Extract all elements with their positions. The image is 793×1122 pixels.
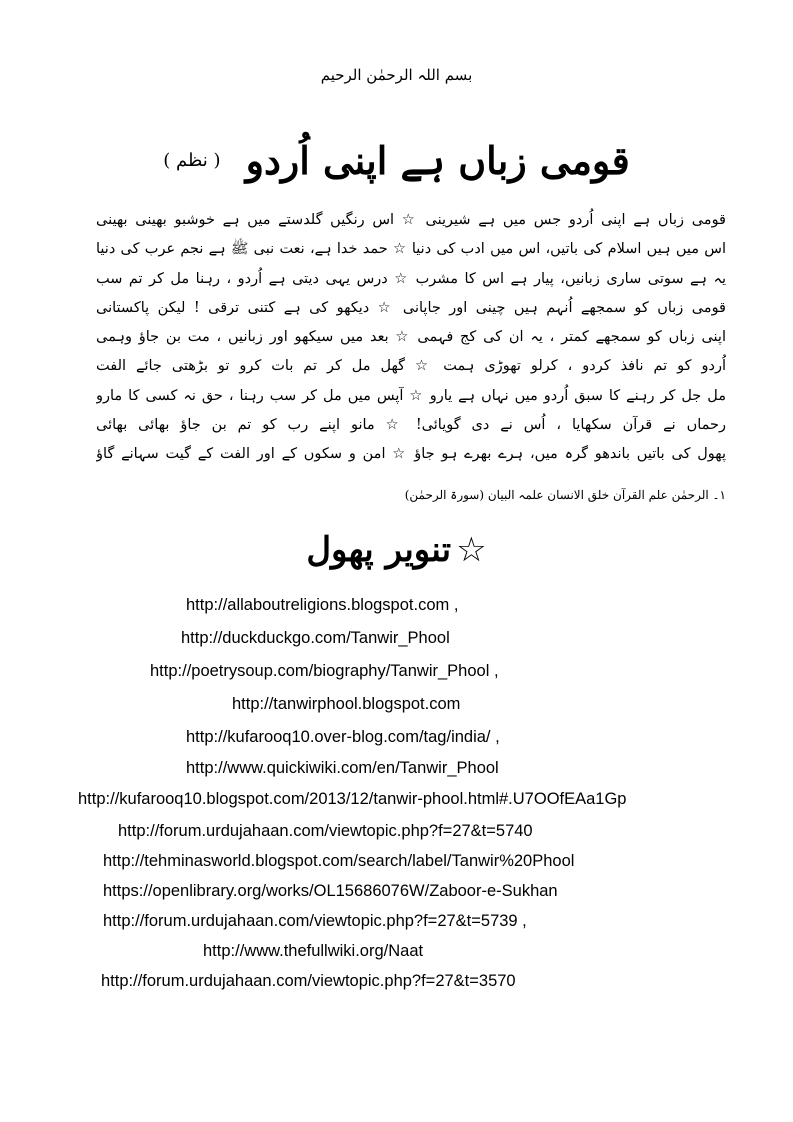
link-quickiwiki[interactable]: http://www.quickiwiki.com/en/Tanwir_Phool — [186, 759, 499, 777]
poem-line: قومی زباں ہے اپنی اُردو جس میں ہے شیرینی ☆ اس رنگیں گلدستے میں ہے خوشبو بھینی بھینی — [96, 212, 726, 228]
link-kufarooq-blogspot[interactable]: http://kufarooq10.blogspot.com/2013/12/tanwir-phool.html#.U7OOfEAa1Gp — [78, 790, 627, 808]
link-urdujahaan-3570[interactable]: http://forum.urdujahaan.com/viewtopic.php?f=27&t=3570 — [101, 972, 516, 990]
title-row — [0, 138, 793, 183]
quran-reference-footnote: ۱۔ الرحمٰن علم القرآن خلق الانسان علمہ البیان (سورۃ الرحمٰن) — [404, 488, 726, 502]
bismillah-heading: بسم اللہ الرحمٰن الرحیم — [320, 66, 473, 84]
link-urdujahaan-5740[interactable]: http://forum.urdujahaan.com/viewtopic.php?f=27&t=5740 — [118, 822, 533, 840]
link-openlibrary[interactable]: https://openlibrary.org/works/OL15686076W/Zaboor-e-Sukhan — [103, 882, 558, 900]
poem-line: اُردو کو تم نافذ کردو ، کرلو تھوڑی ہمت ☆ گھل مل کر تم بات کرو تو بڑھتی جائے الفت — [96, 358, 726, 375]
poem-body — [96, 206, 726, 470]
poem-line: یہ ہے سوتی ساری زبانیں، پیار ہے اس کا مشرب ☆ درس یہی دیتی ہے اُردو ، رہنا مل کر تم سب — [96, 270, 726, 287]
link-urdujahaan-5739[interactable]: http://forum.urdujahaan.com/viewtopic.php?f=27&t=5739 , — [103, 912, 527, 930]
star-icon: ☆ — [456, 530, 487, 570]
poem-title: قومی زباں ہے اپنی اُردو — [245, 138, 630, 183]
link-tehminasworld[interactable]: http://tehminasworld.blogspot.com/search/label/Tanwir%20Phool — [103, 852, 575, 870]
poem-genre-label: ( نظم ) — [163, 150, 221, 171]
poem-line: مل جل کر رہنے کا سبق اُردو میں نہاں ہے یارو ☆ آپس میں مل کر سب رہنا ، حق نہ کسی کا مارو — [96, 387, 726, 404]
poem-line: قومی زباں کو سمجھے اُنہم ہیں چینی اور جاپانی ☆ دیکھو کی ہے کتنی ترقی ! لیکن پاکستانی — [96, 299, 726, 316]
link-poetrysoup[interactable]: http://poetrysoup.com/biography/Tanwir_Phool , — [150, 662, 499, 680]
link-allaboutreligions[interactable]: http://allaboutreligions.blogspot.com , — [186, 596, 459, 614]
poem-line: اس میں ہیں اسلام کی باتیں، اس میں ادب کی دنیا ☆ حمد خدا ہے، نعت نبی ﷺ ہے نجم عرب کی دنیا — [96, 241, 726, 258]
link-thefullwiki[interactable]: http://www.thefullwiki.org/Naat — [203, 942, 424, 960]
poem-line: پھول کی باتیں باندھو گرہ میں، ہرے بھرے ہو جاؤ ☆ امن و سکوں کے اور الفت کے گیت سہانے گاؤ — [96, 446, 726, 463]
author-name: تنویر پھول — [306, 530, 452, 570]
link-overblog[interactable]: http://kufarooq10.over-blog.com/tag/india/ , — [186, 728, 500, 746]
link-tanwirphool-blog[interactable]: http://tanwirphool.blogspot.com — [232, 695, 461, 713]
author-signature — [0, 530, 793, 570]
poem-line: رحماں نے قرآن سکھایا ، اُس نے دی گویائی! ☆ مانو اپنے رب کو تم بن جاؤ بھائی بھائی — [96, 417, 726, 434]
link-duckduckgo[interactable]: http://duckduckgo.com/Tanwir_Phool — [181, 629, 450, 647]
poem-line: اپنی زباں کو سمجھے کمتر ، یہ ان کی کج فہمی ☆ بعد میں سیکھو اور زبانیں ، مت بن جاؤ وہمی — [96, 329, 726, 346]
